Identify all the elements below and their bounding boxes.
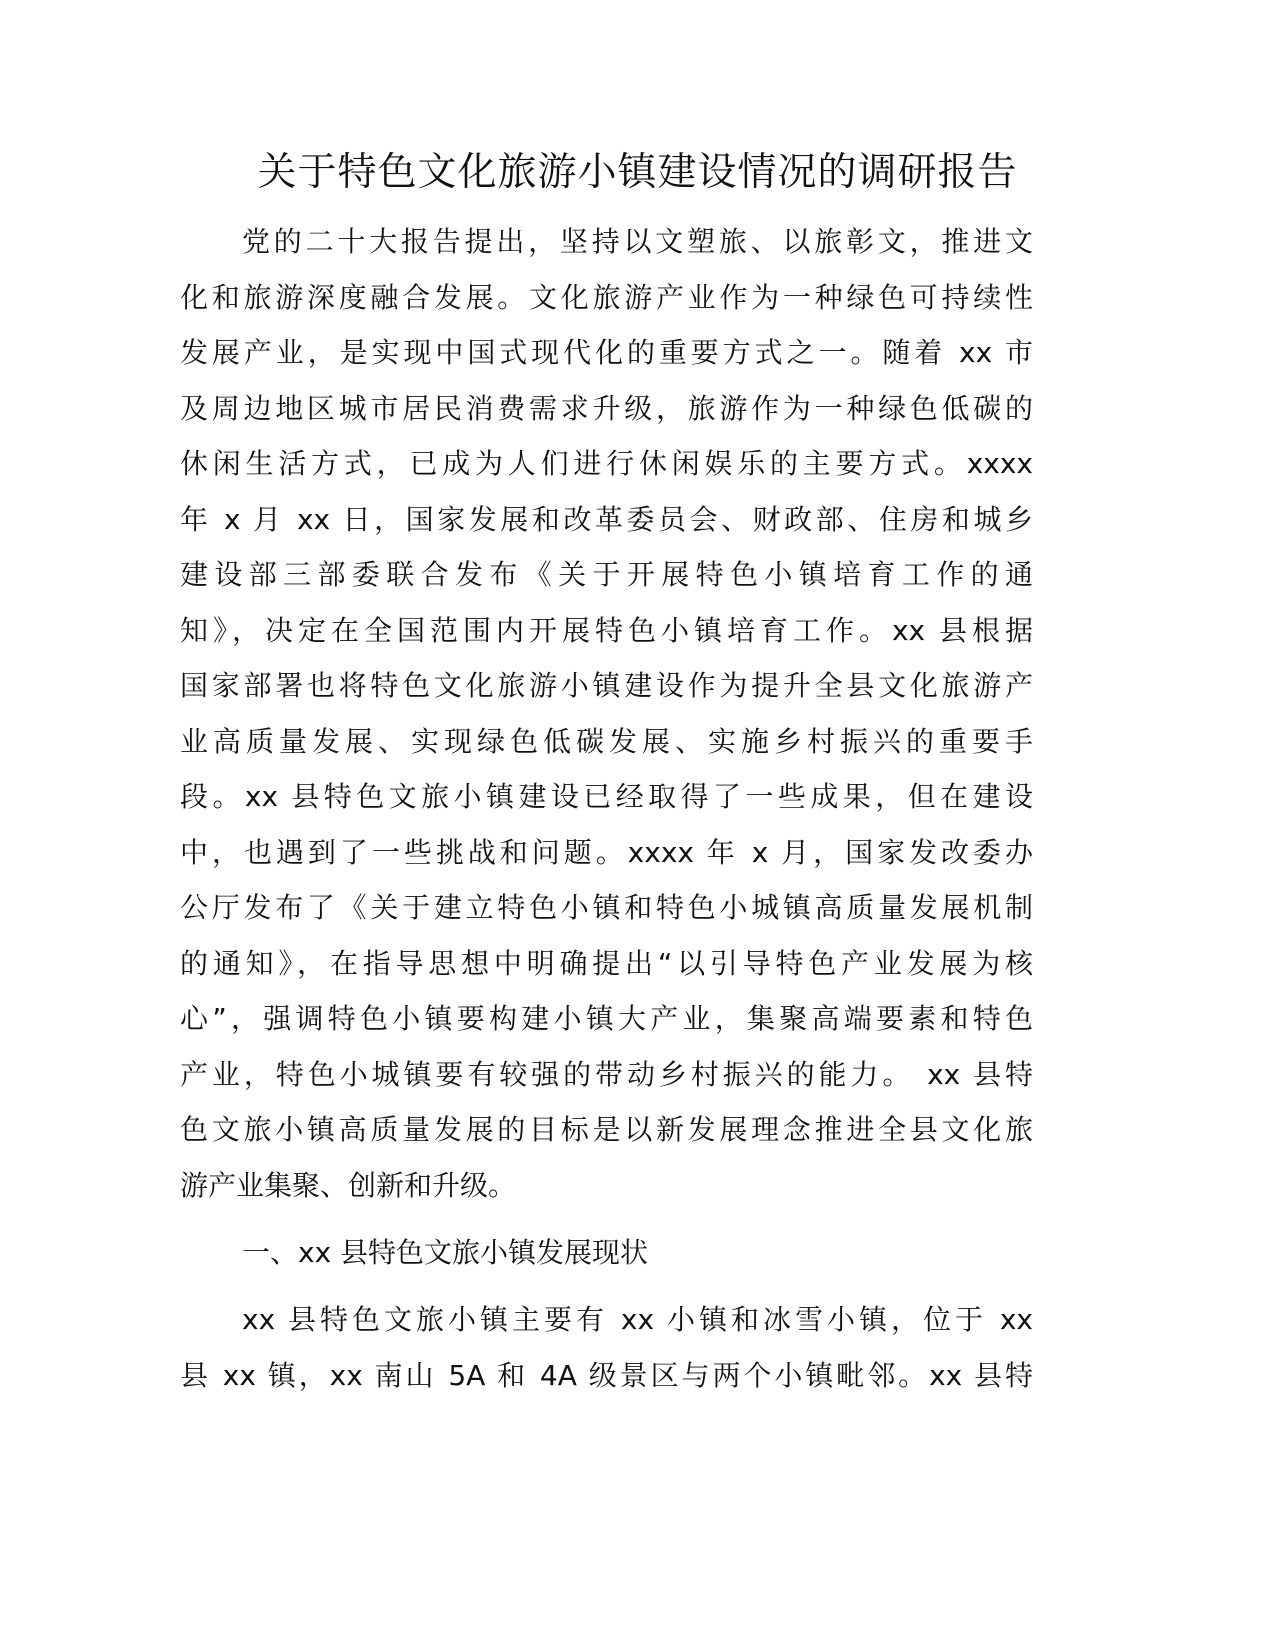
paragraph-line: xx 县特色文旅小镇主要有 xx 小镇和冰雪小镇，位于 xx	[242, 1303, 1033, 1336]
document-title: 关于特色文化旅游小镇建设情况的调研报告	[257, 150, 1018, 195]
paragraph-line: 县 xx 镇，xx 南山 5A 和 4A 级景区与两个小镇毗邻。xx 县特	[180, 1358, 1033, 1392]
paragraph-line: 游产业集聚、创新和升级。	[180, 1168, 517, 1202]
paragraph-line: 中，也遇到了一些挑战和问题。xxxx 年 x 月，国家发改委办	[180, 835, 1033, 869]
paragraph-line: 年 x 月 xx 日，国家发展和改革委员会、财政部、住房和城乡	[180, 502, 1033, 536]
paragraph-line: 公厅发布了《关于建立特色小镇和特色小城镇高质量发展机制	[180, 891, 1033, 924]
paragraph-line: 产业，特色小城镇要有较强的带动乡村振兴的能力。 xx 县特	[180, 1057, 1033, 1091]
paragraph-line: 的通知》，在指导思想中明确提出“以引导特色产业发展为核	[180, 946, 1033, 980]
paragraph-line: 国家部署也将特色文化旅游小镇建设作为提升全县文化旅游产	[180, 669, 1033, 702]
paragraph-line: 及周边地区城市居民消费需求升级，旅游作为一种绿色低碳的	[180, 391, 1033, 425]
paragraph-line: 段。xx 县特色文旅小镇建设已经取得了一些成果，但在建设	[180, 780, 1033, 813]
paragraph-line: 心”，强调特色小镇要构建小镇大产业，集聚高端要素和特色	[180, 1002, 1033, 1035]
paragraph-line: 化和旅游深度融合发展。文化旅游产业作为一种绿色可持续性	[180, 280, 1033, 314]
paragraph-line: 发展产业，是实现中国式现代化的重要方式之一。随着 xx 市	[180, 336, 1033, 369]
paragraph-line: 业高质量发展、实现绿色低碳发展、实施乡村振兴的重要手	[180, 724, 1033, 758]
paragraph-line: 建设部三部委联合发布《关于开展特色小镇培育工作的通	[180, 558, 1033, 591]
section-heading: 一、xx 县特色文旅小镇发展现状	[242, 1236, 649, 1269]
paragraph-line: 党的二十大报告提出，坚持以文塑旅、以旅彰文，推进文	[242, 225, 1033, 258]
paragraph-line: 休闲生活方式，已成为人们进行休闲娱乐的主要方式。xxxx	[180, 447, 1033, 480]
paragraph-line: 色文旅小镇高质量发展的目标是以新发展理念推进全县文化旅	[180, 1113, 1033, 1146]
paragraph-line: 知》，决定在全国范围内开展特色小镇培育工作。xx 县根据	[180, 613, 1033, 647]
